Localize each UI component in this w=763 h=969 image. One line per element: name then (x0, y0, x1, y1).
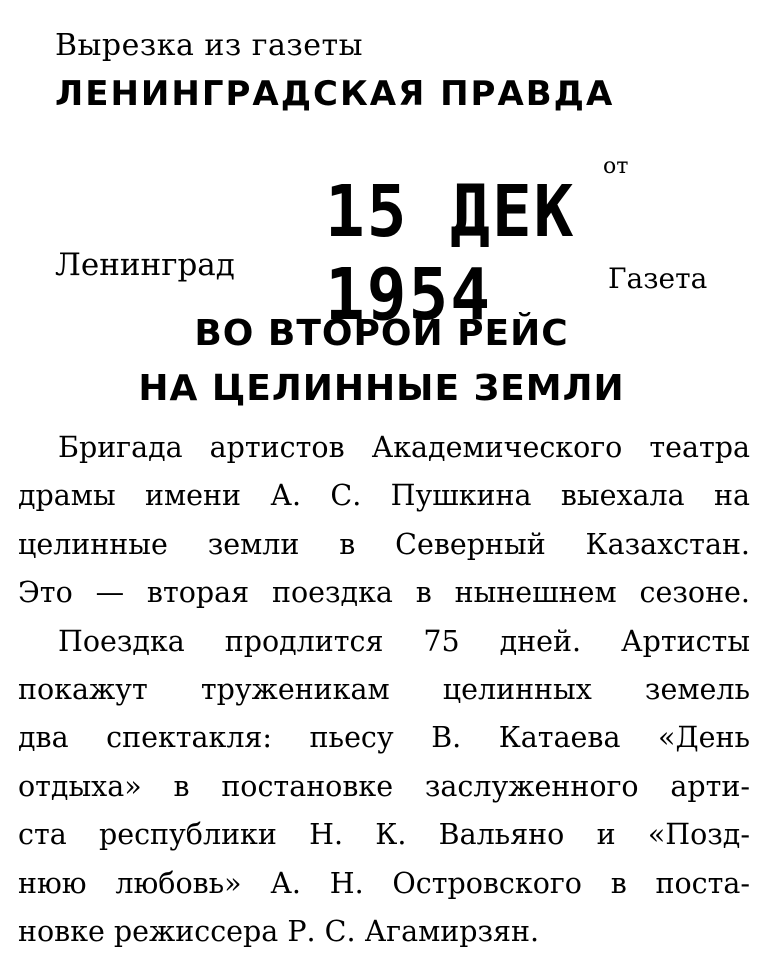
city-label: Ленинград (55, 247, 235, 283)
body-line: ста республики Н. К. Вальяно и «Позд- (18, 818, 750, 852)
publication-type-label: Газета (608, 262, 708, 295)
clipping-header: Вырезка из газеты (55, 28, 364, 63)
newspaper-name: ЛЕНИНГРАДСКАЯ ПРАВДА (55, 74, 615, 114)
body-line: два спектакля: пьесу В. Катаева «День (18, 721, 750, 755)
body-line: покажут труженикам целинных земель (18, 673, 750, 707)
body-line: нюю любовь» А. Н. Островского в поста- (18, 866, 750, 900)
body-line: Поездка продлится 75 дней. Артисты (58, 624, 750, 658)
article-body (18, 424, 750, 956)
body-line: Бригада артистов Академического театра (58, 431, 750, 464)
body-line: отдыха» в постановке заслуженного арти- (18, 769, 750, 803)
body-line: целинные земли в Северный Казахстан. (18, 527, 750, 561)
body-line: драмы имени А. С. Пушкина выехала на (18, 479, 750, 513)
body-line: Это — вторая поездка в нынешнем сезоне. (18, 576, 750, 610)
article-headline (0, 306, 763, 416)
headline-line-1: ВО ВТОРОЙ РЕЙС (194, 313, 569, 354)
headline-line-2: НА ЦЕЛИННЫЕ ЗЕМЛИ (138, 368, 625, 409)
date-stamp: 15 ДЕК 1954 (325, 170, 576, 337)
date-stamp-ot-label: от (603, 154, 629, 179)
body-line: новке режиссера Р. С. Агамирзян. (18, 915, 540, 949)
